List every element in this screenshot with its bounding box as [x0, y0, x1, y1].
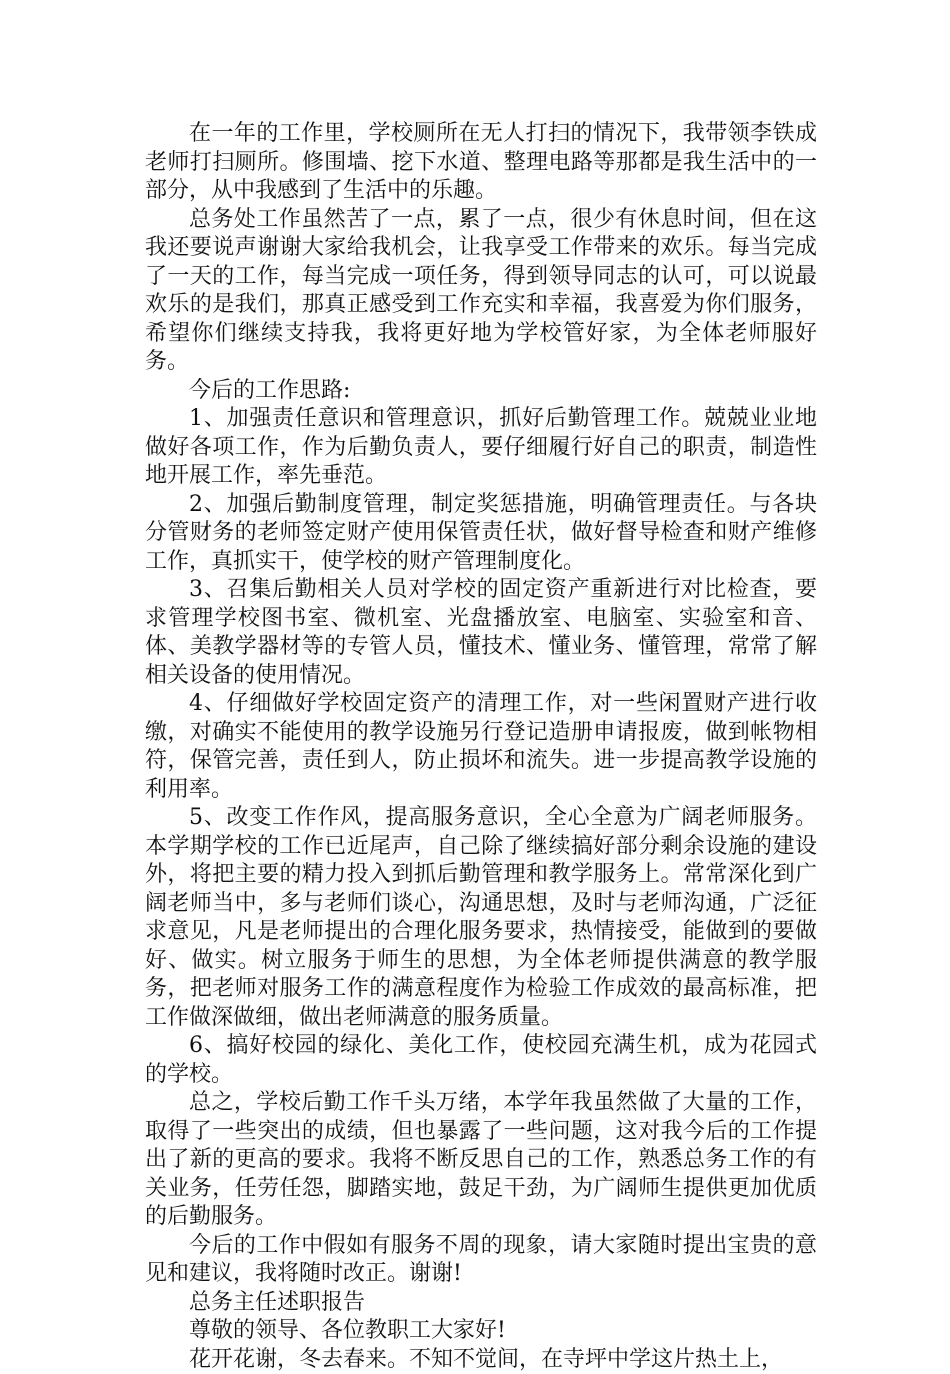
- paragraph: 总之，学校后勤工作千头万绪，本学年我虽然做了大量的工作，取得了一些突出的成绩，但也暴露了一些问题，这对我今后的工作提出了新的更高的要求。我将不断反思自己的工作，熟悉总务工作的有关业务，任劳任怨，脚踏实地，鼓足干劲，为广阔师生提供更加优质的后勤服务。: [145, 1089, 817, 1232]
- report-title: 总务主任述职报告: [145, 1289, 817, 1318]
- list-item: 3、召集后勤相关人员对学校的固定资产重新进行对比检查，要求管理学校图书室、微机室、光盘播放室、电脑室、实验室和音、体、美教学器材等的专管人员，懂技术、懂业务、懂管理，常常了解相关设备的使用情况。: [145, 576, 817, 690]
- list-item: 5、改变工作作风，提高服务意识，全心全意为广阔老师服务。本学期学校的工作已近尾声，自己除了继续搞好部分剩余设施的建设外，将把主要的精力投入到抓后勤管理和教学服务上。常常深化到广阔老师当中，多与老师们谈心，沟通思想，及时与老师沟通，广泛征求意见，凡是老师提出的合理化服务要求，热情接受，能做到的要做好、做实。树立服务于师生的思想，为全体老师提供满意的教学服务，把老师对服务工作的满意程度作为检验工作成效的最高标准，把工作做深做细，做出老师满意的服务质量。: [145, 804, 817, 1032]
- document-body: [145, 120, 817, 1374]
- paragraph: 在一年的工作里，学校厕所在无人打扫的情况下，我带领李铁成老师打扫厕所。修围墙、挖下水道、整理电路等那都是我生活中的一部分，从中我感到了生活中的乐趣。: [145, 120, 817, 206]
- section-heading: 今后的工作思路:: [145, 377, 817, 406]
- list-item: 1、加强责任意识和管理意识，抓好后勤管理工作。兢兢业业地做好各项工作，作为后勤负责人，要仔细履行好自己的职责，制造性地开展工作，率先垂范。: [145, 405, 817, 491]
- list-item: 6、搞好校园的绿化、美化工作，使校园充满生机，成为花园式的学校。: [145, 1032, 817, 1089]
- paragraph: 花开花谢，冬去春来。不知不觉间，在寺坪中学这片热土上，: [145, 1346, 817, 1374]
- list-item: 4、仔细做好学校固定资产的清理工作，对一些闲置财产进行收缴，对确实不能使用的教学设施另行登记造册申请报废，做到帐物相符，保管完善，责任到人，防止损坏和流失。进一步提高教学设施的利用率。: [145, 690, 817, 804]
- paragraph: 今后的工作中假如有服务不周的现象，请大家随时提出宝贵的意见和建议，我将随时改正。谢谢!: [145, 1232, 817, 1289]
- paragraph: 总务处工作虽然苦了一点，累了一点，很少有休息时间，但在这我还要说声谢谢大家给我机会，让我享受工作带来的欢乐。每当完成了一天的工作，每当完成一项任务，得到领导同志的认可，可以说最欢乐的是我们，那真正感受到工作充实和幸福，我喜爱为你们服务，希望你们继续支持我，我将更好地为学校管好家，为全体老师服好务。: [145, 206, 817, 377]
- list-item: 2、加强后勤制度管理，制定奖惩措施，明确管理责任。与各块分管财务的老师签定财产使用保管责任状，做好督导检查和财产维修工作，真抓实干，使学校的财产管理制度化。: [145, 491, 817, 577]
- salutation: 尊敬的领导、各位教职工大家好!: [145, 1317, 817, 1346]
